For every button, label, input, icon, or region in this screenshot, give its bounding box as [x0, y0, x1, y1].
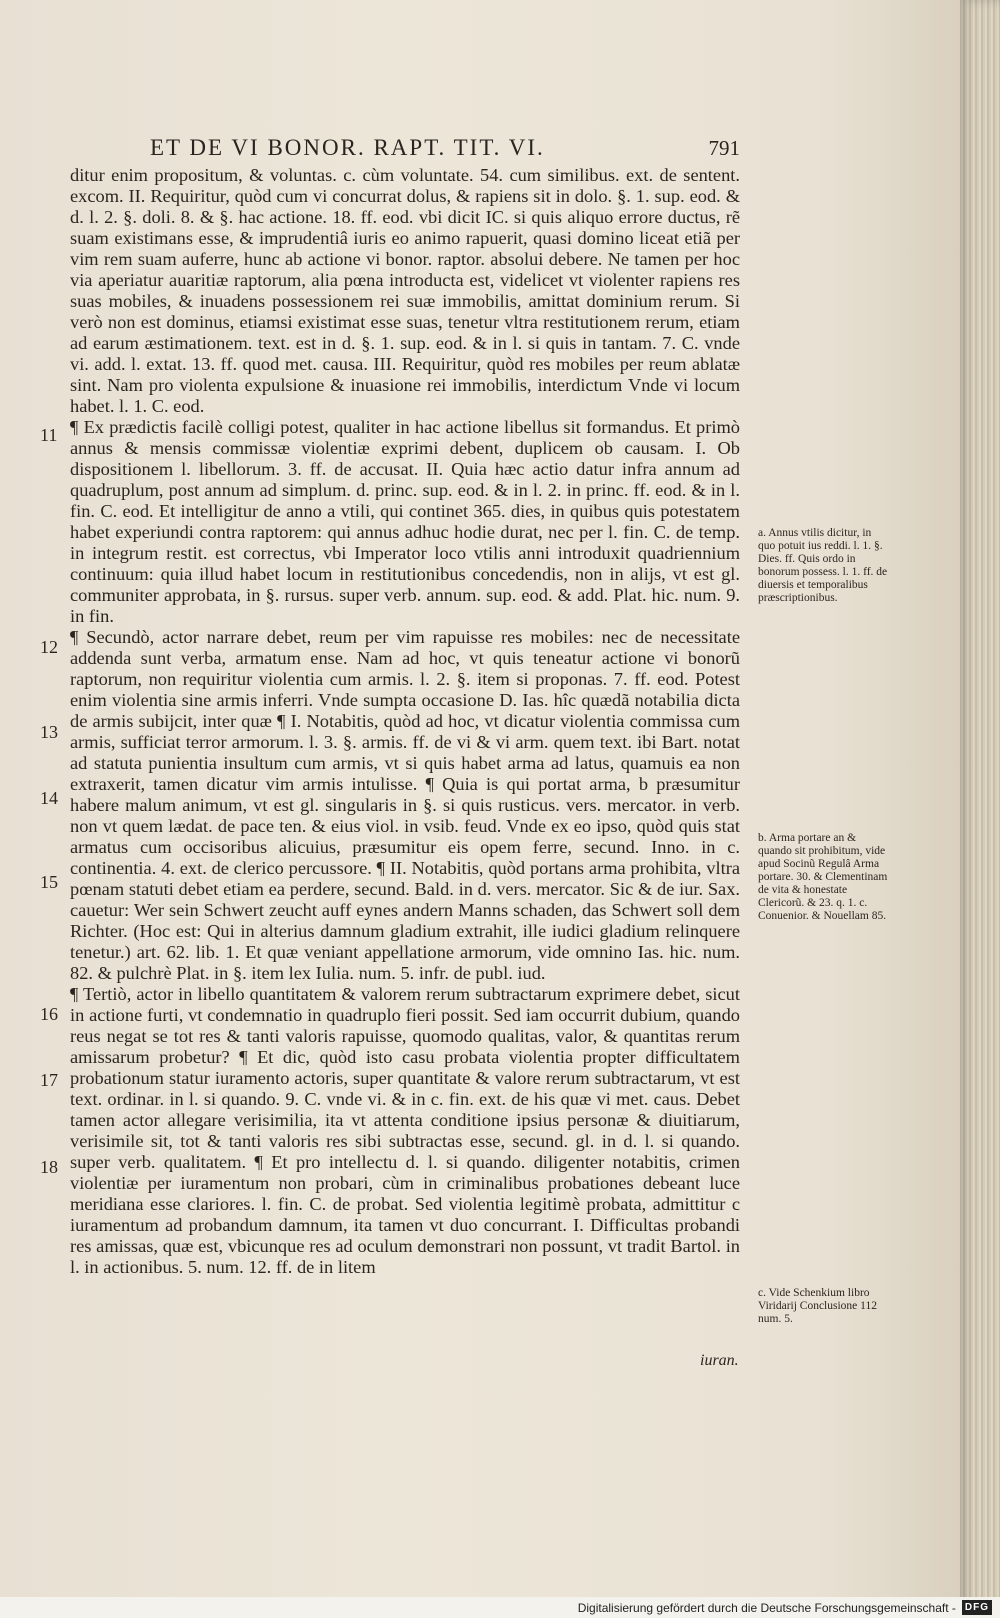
dfg-logo: DFG: [962, 1600, 992, 1615]
margin-note-a: a. Annus vtilis dicitur, in quo potuit ius reddi. l. 1. §. Dies. ff. Quis ordo in bonorum possess. l. 1. ff. de diuersis et temporalibus præscriptionibus.: [758, 527, 888, 604]
section-number-14: 14: [40, 788, 58, 808]
running-header: [150, 135, 740, 161]
paragraph-4: ¶ Tertiò, actor in libello quantitatem & valorem rerum subtractarum exprimere debet, sicut in actione furti, vt condemnatio in quadruplo fieri possit. Sed iam occurrit dubium, quando reus negat se tot res & tanti valoris rapuisse, quomodo qualitas, valor, & quantitas rerum amissarum probetur? ¶ Et dic, quòd isto casu probata violentia propter difficultatem probationum statur iuramento actoris, super quantitate & valore rerum subtractarum, vt est text. ordinar. in l. si quando. 9. C. vnde vi. & in c. fin. ext. de his quæ vi met. caus. Debet tamen actor allegare verisimilia, ita vt attenta conditione ipsius personæ & diuitiarum, verisimile sit, tot & tanti valoris res sibi subtractas esse, secund. gl. in d. l. si quando. super verb. qualitatem. ¶ Et pro intellectu d. l. si quando. diligenter notabitis, crimen violentiæ per iuramentum non probari, cùm in criminalibus probationes debeant luce meridiana esse clariores. l. fin. C. de probat. Sed violentia legitimè probata, admittitur c iuramentum ad probandum damnum, ita tamen vt duo concurrant. I. Difficultas probandi res amissas, quæ est, vbicunque res ad oculum demonstrari non possunt, vt tradit Bartol. in l. in actionibus. 5. num. 12. ff. de in litem: [70, 984, 740, 1277]
footer-bar: [0, 1597, 1000, 1618]
margin-note-c: c. Vide Schenkium libro Viridarij Conclusione 112 num. 5.: [758, 1287, 877, 1325]
paragraph-2: ¶ Ex prædictis facilè colligi potest, qualiter in hac actione libellus sit formandus. Et primò annus & mensis commissæ violentiæ exprimi debent, duplicem ob causam. I. Ob dispositionem l. libellorum. 3. ff. de accusat. II. Quia hæc actio datur infra annum ad quadruplum, post annum ad simplum. d. princ. sup. eod. & in l. 2. in princ. ff. eod. & in l. fin. C. eod. Et intelligitur de anno a vtili, qui continet 365. dies, in quibus quis potestatem habet experiundi contra raptorem: qui annus adhuc hodie durat, nec per l. fin. C. de temp. in integrum restit. est correctus, vbi Imperator loco vtilis anni introduxit quadriennium continuum: quia illud habet locum in restitutionibus concedendis, non in alijs, vt est gl. communiter approbata, in §. rursus. super verb. annum. sup. eod. & add. Plat. hic. num. 9. in fin.: [70, 417, 740, 626]
section-number-17: 17: [40, 1070, 58, 1090]
margin-note-b: b. Arma portare an & quando sit prohibitum, vide apud Socinũ Regulâ Arma portare. 30. & Clementinam de vita & honestate Clericorũ. & 23. q. 1. c. Conuenior. & Nouellam 85.: [758, 832, 888, 922]
section-number-16: 16: [40, 1004, 58, 1024]
section-number-18: 18: [40, 1157, 58, 1177]
page-edge: [960, 0, 1000, 1618]
section-number-11: 11: [40, 425, 58, 445]
section-number-13: 13: [40, 722, 58, 742]
section-number-12: 12: [40, 637, 58, 657]
paragraph-1: ditur enim propositum, & voluntas. c. cùm voluntate. 54. cum similibus. ext. de sentent. excom. II. Requiritur, quòd cum vi concurrat dolus, & rapiens sit in dolo. §. 1. sup. eod. & d. l. 2. §. doli. 8. & §. hac actione. 18. ff. eod. vbi dicit IC. si quis aliquo errore ductus, rẽ suam existimans esse, & imprudentiâ iuris eo animo rapuerit, quasi domino liceat etiã per vim rem suam auferre, hunc ab actione vi bonor. raptor. absolui debere. Ne tamen per hoc via aperiatur auaritiæ raptorum, alia pœna introducta est, videlicet vt violenter rapiens res suas mobiles, & inuadens possessionem rei suæ immobilis, amittat dominium rerum. Si verò non est dominus, etiamsi existimat esse suas, tenetur vltra restitutionem rerum, etiam ad earum æstimationem. text. est in d. §. 1. sup. eod. & in l. si quis in tantam. 7. C. vnde vi. add. l. extat. 13. ff. quod met. causa. III. Requiritur, quòd res mobiles per reum ablatæ sint. Nam pro violenta expulsione & inuasione rei immobilis, interdictum Vnde vi locum habet. l. 1. C. eod.: [70, 165, 740, 416]
running-title: ET DE VI BONOR. RAPT. TIT. VI.: [150, 135, 545, 160]
page-number: 791: [708, 136, 740, 160]
paragraph-3: ¶ Secundò, actor narrare debet, reum per vim rapuisse res mobiles: nec de necessitate addenda sunt verba, armatum ense. Nam ad hoc, vt quis teneatur actione vi bonorũ raptorum, non requiritur violentia cum armis. l. 2. §. item si proponas. 7. ff. eod. Potest enim violentia sine armis inferri. Vnde sumpta occasione D. Ias. hîc quædã notabilia dicta de armis subijcit, inter quæ ¶ I. Notabitis, quòd ad hoc, vt dicatur violentia commissa cum armis, sufficiat terror armorum. l. 3. §. armis. ff. de vi & vi arm. quem text. ibi Bart. notat ad statuta punientia insultum cum armis, vt si quis habet arma ad latus, quamuis ea non extraxerit, tamen dicatur vim armis intulisse. ¶ Quia is qui portat arma, b præsumitur habere malum animum, vt est gl. singularis in §. si quis rusticus. vers. mercator. in verb. non vt quem lædat. de pace ten. & eius viol. in vsib. feud. Vnde ex eo ipso, quòd quis stat armatus cum occisoribus alicuius, præsumitur eis opem ferre, secund. Inno. in c. continentia. 4. ext. de clerico percussore. ¶ II. Notabitis, quòd portans arma prohibita, vltra pœnam statuti debet etiam ea perdere, secund. Bald. in d. vers. mercator. Sic & de iur. Sax. cauetur: Wer sein Schwert zeucht auff eynes andern Manns schaden, das Schwert soll dem Richter. (Hoc est: Qui in alterius damnum gladium extrahit, ille iudici gladium relinquere tenetur.) art. 62. lib. 1. Et quæ veniant appellatione armorum, vide omnino Ias. hic. num. 82. & pulchrè Plat. in §. item lex Iulia. num. 5. infr. de publ. iud.: [70, 627, 740, 983]
catchword: iuran.: [700, 1352, 739, 1369]
section-number-15: 15: [40, 872, 58, 892]
main-text: [70, 165, 740, 1278]
footer-credit: Digitalisierung gefördert durch die Deutsche Forschungsgemeinschaft -: [577, 1600, 956, 1615]
